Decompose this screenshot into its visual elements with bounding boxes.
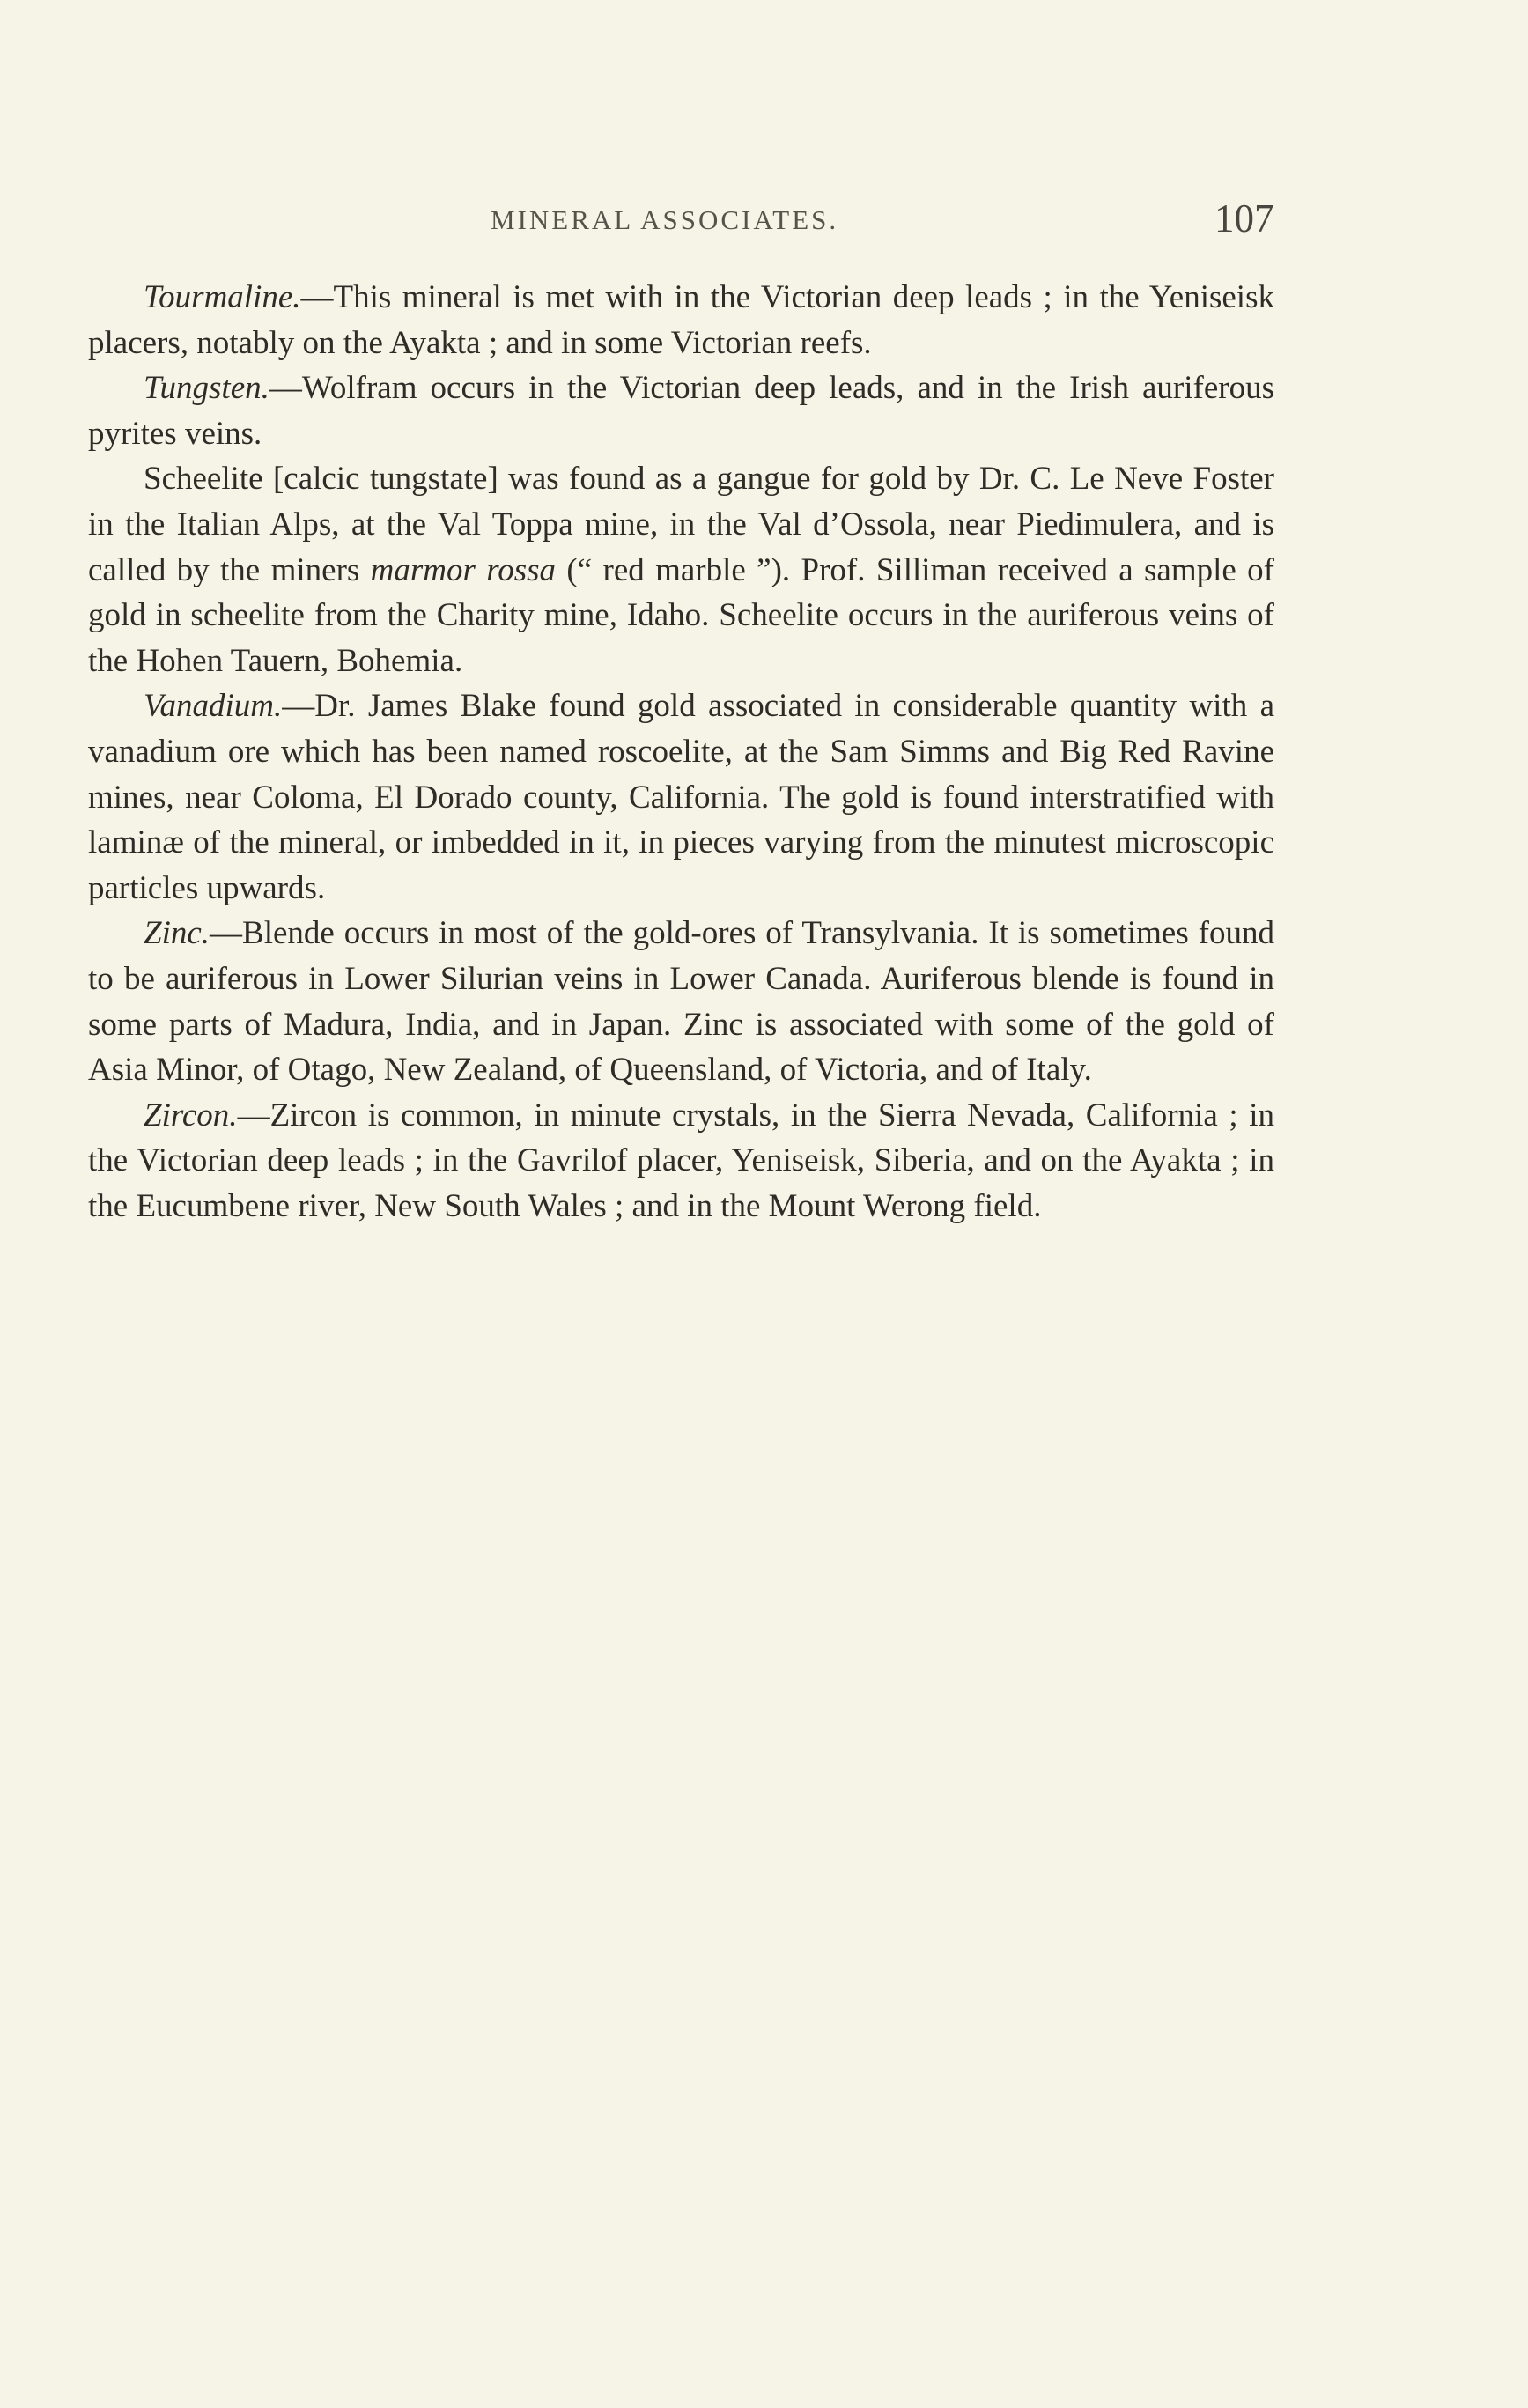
paragraph-text: —Zircon is common, in minute crystals, in the Sierra Nevada, California ; in the Victorian deep leads ; in the Gavrilof placer, Yeniseisk, Siberia, and on the Ayakta ; in the Eucumbene river, New South Wales ; and in the Mount Werong field. [88, 1097, 1274, 1224]
paragraph-vanadium [88, 683, 1274, 911]
paragraph-scheelite [88, 456, 1274, 683]
paragraph-text: —Wolfram occurs in the Victorian deep leads, and in the Irish auriferous pyrites veins. [88, 370, 1274, 452]
paragraph-tourmaline [88, 275, 1274, 366]
paragraph-zinc [88, 911, 1274, 1092]
running-head [88, 196, 1277, 248]
term-heading: Vanadium. [144, 688, 283, 725]
term-heading: Zircon. [144, 1097, 238, 1134]
term-heading: Tourmaline. [144, 279, 301, 315]
paragraph-text: —This mineral is met with in the Victorian deep leads ; in the Yeniseisk placers, notably on the Ayakta ; and in some Victorian reefs. [88, 279, 1274, 361]
paragraph-text: (“ red marble ”). Prof. Silliman received a sample of gold in scheelite from the Charity mine, Idaho. Scheelite occurs in the auriferous veins of the Hohen Tauern, Bohemia. [88, 551, 1274, 679]
paragraph-zircon [88, 1093, 1274, 1230]
paragraph-text: —Blende occurs in most of the gold-ores of Transylvania. It is sometimes found to be auriferous in Lower Silurian veins in Lower Canada. Auriferous blende is found in some parts of Madura, India, and in Japan. Zinc is associated with some of the gold of Asia Minor, of Otago, New Zealand, of Queensland, of Victoria, and of Italy. [88, 915, 1274, 1089]
term-heading: Tungsten. [144, 370, 269, 407]
italic-phrase: marmor rossa [370, 551, 557, 588]
body-text [88, 275, 1274, 1229]
running-title: MINERAL ASSOCIATES. [491, 204, 839, 235]
paragraph-text: —Dr. James Blake found gold associated in considerable quantity with a vanadium ore which has been named roscoelite, at the Sam Simms and Big Red Ravine mines, near Coloma, El Dorado county, California. The gold is found interstratified with laminæ of the mineral, or imbedded in it, in pieces varying from the minutest microscopic particles upwards. [88, 688, 1274, 906]
paragraph-text: Scheelite [calcic tungstate] was found as a gangue for gold by Dr. C. Le Neve Foster in the Italian Alps, at the Val Toppa mine, in the Val d’Ossola, near Piedimulera, and is called by the miners [88, 461, 1274, 588]
term-heading: Zinc. [144, 915, 210, 952]
page-number: 107 [1214, 196, 1274, 240]
paragraph-tungsten [88, 366, 1274, 456]
